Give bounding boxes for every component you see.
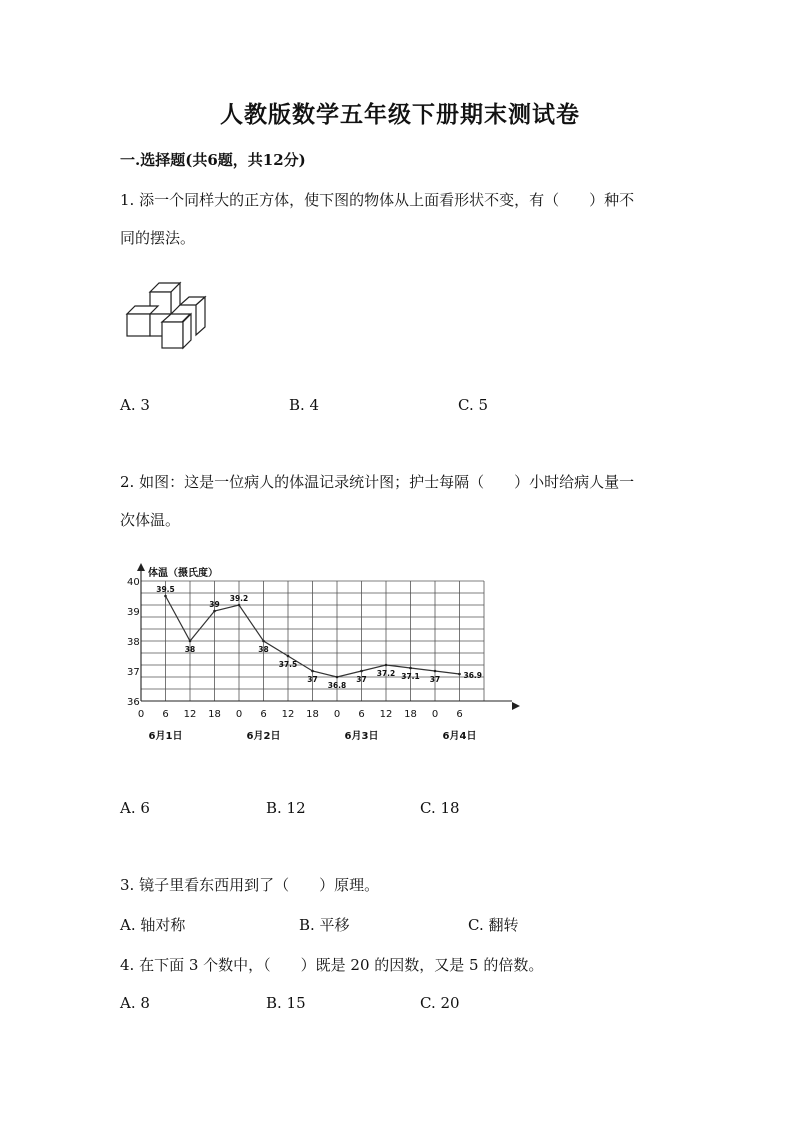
page-title: 人教版数学五年级下册期末测试卷 bbox=[220, 101, 580, 128]
data-label: 37 bbox=[356, 675, 367, 684]
q2-option-c: C. 18 bbox=[420, 799, 460, 817]
x-tick-label: 18 bbox=[306, 709, 319, 720]
data-label: 36.9 bbox=[463, 671, 483, 680]
data-label: 39.5 bbox=[156, 585, 175, 594]
data-point bbox=[164, 595, 167, 598]
y-tick-label: 37 bbox=[127, 667, 140, 678]
data-point bbox=[360, 670, 363, 673]
temperature-chart bbox=[120, 556, 520, 756]
chart-title: 体温（摄氏度） bbox=[148, 568, 218, 579]
data-point bbox=[458, 673, 461, 676]
day-label: 6月4日 bbox=[442, 731, 477, 742]
question-3-line-1: 3. 镜子里看东西用到了（ ）原理。 bbox=[120, 876, 380, 894]
data-label: 37 bbox=[429, 675, 441, 684]
y-tick-label: 40 bbox=[127, 577, 140, 588]
question-1-line-2: 同的摆法。 bbox=[120, 229, 196, 247]
data-point bbox=[434, 670, 437, 673]
y-tick-label: 39 bbox=[127, 607, 140, 618]
cube-figure bbox=[120, 278, 212, 352]
data-label: 37.5 bbox=[278, 660, 298, 669]
data-point bbox=[385, 664, 388, 667]
x-tick-label: 6 bbox=[162, 709, 169, 720]
q2-option-b: B. 12 bbox=[266, 799, 306, 817]
section-heading: 一.选择题(共6题，共12分) bbox=[120, 151, 306, 169]
question-2-line-2: 次体温。 bbox=[120, 511, 181, 529]
data-label: 37 bbox=[307, 675, 318, 684]
data-label: 38 bbox=[258, 645, 269, 654]
x-tick-label: 12 bbox=[379, 709, 393, 720]
data-point bbox=[311, 670, 314, 673]
x-tick-label: 0 bbox=[333, 709, 341, 720]
day-label: 6月1日 bbox=[148, 731, 183, 742]
data-label: 39.2 bbox=[229, 594, 249, 603]
x-axis-arrow bbox=[512, 702, 520, 710]
x-tick-label: 0 bbox=[137, 709, 145, 720]
q3-option-b: B. 平移 bbox=[299, 916, 350, 934]
left-cube-front bbox=[127, 314, 150, 336]
data-point bbox=[409, 667, 412, 670]
y-tick-label: 38 bbox=[127, 637, 140, 648]
x-tick-label: 12 bbox=[183, 709, 197, 720]
data-point bbox=[262, 640, 265, 643]
day-label: 6月3日 bbox=[344, 731, 379, 742]
x-tick-label: 0 bbox=[235, 709, 243, 720]
data-point bbox=[287, 655, 290, 658]
q3-option-a: A. 轴对称 bbox=[120, 916, 186, 934]
question-1-line-1: 1. 添一个同样大的正方体，使下图的物体从上面看形状不变，有（ ）种不 bbox=[120, 191, 635, 209]
data-label: 36.8 bbox=[327, 681, 347, 690]
data-point bbox=[336, 676, 339, 679]
day-label: 6月2日 bbox=[246, 731, 281, 742]
x-tick-label: 18 bbox=[208, 709, 221, 720]
question-4-line-1: 4. 在下面 3 个数中，（ ）既是 20 的因数，又是 5 的倍数。 bbox=[120, 956, 544, 974]
q1-option-b: B. 4 bbox=[289, 396, 320, 414]
q1-option-a: A. 3 bbox=[120, 396, 150, 414]
data-label: 37.2 bbox=[376, 669, 396, 678]
q4-option-b: B. 15 bbox=[266, 994, 306, 1012]
x-tick-label: 6 bbox=[358, 709, 365, 720]
x-tick-label: 0 bbox=[431, 709, 439, 720]
data-label: 38 bbox=[184, 645, 196, 654]
q4-option-c: C. 20 bbox=[420, 994, 460, 1012]
x-tick-label: 6 bbox=[260, 709, 267, 720]
y-axis-arrow bbox=[137, 563, 145, 571]
q1-option-c: C. 5 bbox=[458, 396, 489, 414]
question-2-line-1: 2. 如图：这是一位病人的体温记录统计图；护士每隔（ ）小时给病人量一 bbox=[120, 473, 635, 491]
x-tick-label: 18 bbox=[404, 709, 417, 720]
q4-option-a: A. 8 bbox=[120, 994, 150, 1012]
data-point bbox=[189, 640, 192, 643]
front-right-cube-front bbox=[162, 322, 183, 348]
q2-option-a: A. 6 bbox=[120, 799, 150, 817]
q3-option-c: C. 翻转 bbox=[468, 916, 519, 934]
data-point bbox=[213, 610, 216, 613]
x-tick-label: 12 bbox=[281, 709, 295, 720]
data-label: 37.1 bbox=[401, 672, 420, 681]
x-tick-label: 6 bbox=[456, 709, 463, 720]
data-label: 39 bbox=[209, 600, 220, 609]
data-point bbox=[238, 604, 241, 607]
y-tick-label: 36 bbox=[127, 697, 140, 708]
